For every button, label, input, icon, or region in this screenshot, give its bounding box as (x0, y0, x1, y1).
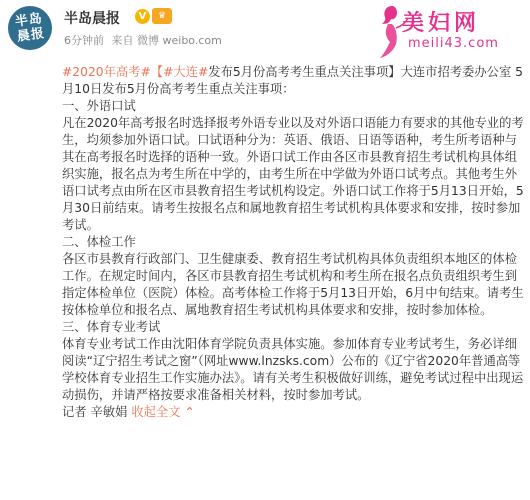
user-name[interactable]: 半岛晨报 (64, 11, 120, 27)
collapse-full-text-link[interactable] (131, 405, 194, 419)
collapse-label: 收起全文 (131, 405, 181, 419)
avatar-text: 半岛晨报 (14, 11, 46, 45)
post-title-rest: 发布5月份高考考生重点关注事项】大连市招考委办公室 5月10日发布5月份高考考生重点关注事项： (62, 65, 523, 96)
section-1-heading: 一、外语口试 (62, 99, 136, 113)
reporter-credit: 记者 辛敏娟 (62, 405, 128, 419)
post-meta (64, 32, 226, 48)
section-1-body: 凡在2020年高考报名时选择报考外语专业以及对外语口语能力有要求的其他专业的考生，均须参加外语口试。口试语种分为：英语、俄语、日语等语种，考生所考语种与其在高考报名时选择的语种一致。外语口试工作由各区市县教育招生考试机构具体组织实施，报名点为考生所在中学的，由考生所在中学做为外语口试考点。其他考生外语口试考点由所在区市县教育招生考试机构设定。外语口试工作将于5月13日开始，5月30日前结束。请考生按报名点和属地教育招生考试机构具体要求和安排，按时参加考试。 (62, 116, 524, 232)
vip-badge-icon[interactable]: ♛ (152, 8, 172, 24)
section-2-heading: 二、体检工作 (62, 235, 136, 249)
chevron-up-icon: ⌃ (180, 405, 195, 419)
post-time[interactable]: 6分钟前 (64, 34, 104, 47)
section-2-body: 各区市县教育行政部门、卫生健康委、教育招生考试机构具体负责组织本地区的体检工作。在规定时间内，各区市县教育招生考试机构和考生所在报名点负责组织考生到指定体检单位（医院）体检。高考体检工作将于5月13日开始，6月中旬结束。请考生按体检单位和报名点、属地教育招生考试机构具体要求和安排，按时参加体检。 (62, 252, 524, 317)
verified-v-icon: V (135, 9, 150, 24)
post-footer (62, 404, 524, 421)
watermark-url: meili43.com (408, 36, 499, 51)
section-3-body: 体育专业考试工作由沈阳体育学院负责具体实施。参加体育专业考试考生，务必详细阅读“辽宁招生考试之窗”（网址www.lnzsks.com）公布的《辽宁省2020年普通高等学校体育专业招生工作实施办法》。请有关考生积极做好训练，避免考试过程中出现运动损伤，并请严格按要求准备相关材料，按时参加考试。 (62, 337, 524, 402)
post-header (0, 0, 530, 62)
watermark-title: 美妇网 (402, 10, 481, 36)
post-title-paragraph (62, 64, 524, 98)
topic-link-dalian[interactable]: 【#大连# (150, 65, 209, 79)
post-source: 来自 微博 weibo.com (111, 34, 222, 47)
topic-link-gaokao[interactable]: #2020年高考# (62, 65, 151, 79)
watermark (370, 2, 520, 60)
post-body (62, 64, 524, 421)
topic-link-dalian-bracket (151, 65, 209, 79)
section-3-heading: 三、体育专业考试 (62, 320, 161, 334)
avatar[interactable] (8, 6, 52, 50)
